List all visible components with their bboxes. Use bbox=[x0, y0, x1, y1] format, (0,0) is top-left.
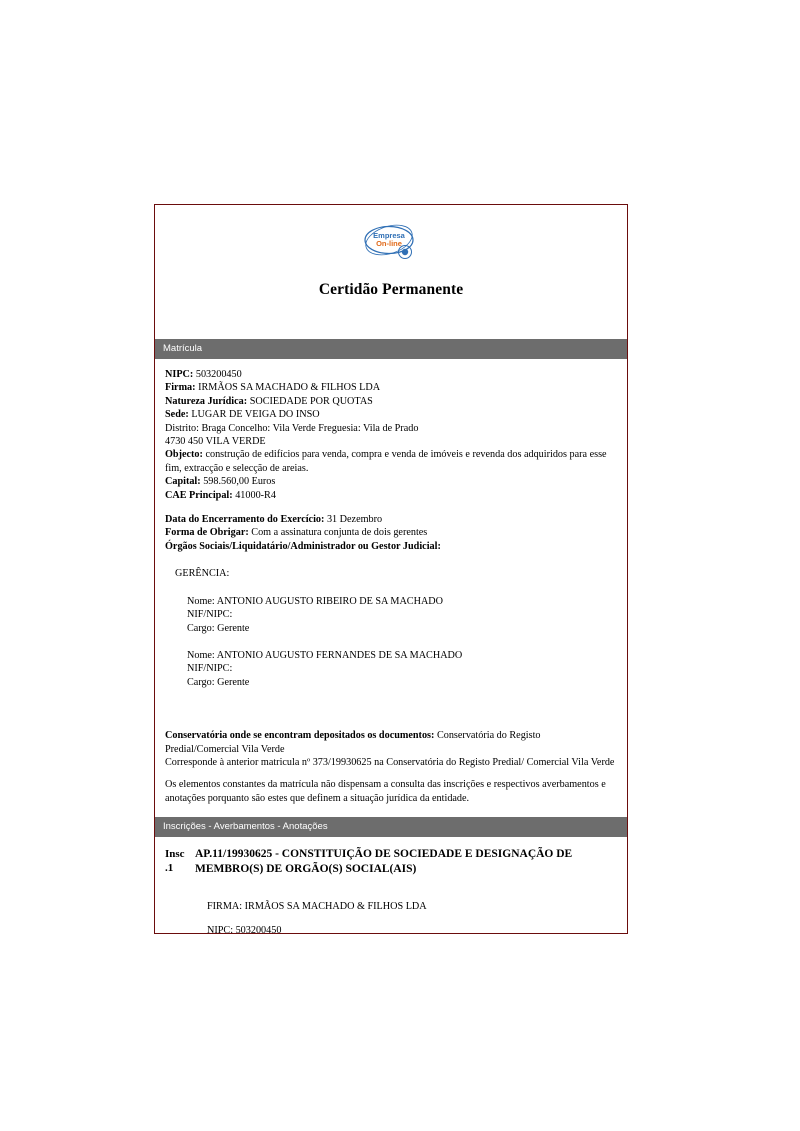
field-nipc bbox=[165, 368, 617, 381]
matricula-note: Os elementos constantes da matrícula não dispensam a consulta das inscrições e respectivos averbamentos e anotações porquanto são estes que definem a situação jurídica da entidade. bbox=[165, 779, 606, 804]
logo-container bbox=[155, 205, 627, 263]
conservatoria-label: Conservatória onde se encontram depositados os documentos: bbox=[165, 730, 435, 742]
section-header-matricula: Matrícula bbox=[155, 339, 627, 359]
gerente-nif bbox=[187, 608, 617, 621]
inscricao-nipc: NIPC: 503200450 bbox=[207, 924, 282, 934]
field-obrigar-label: Forma de Obrigar: bbox=[165, 527, 249, 539]
field-distrito: Distrito: Braga Concelho: Vila Verde Freguesia: Vila de Prado bbox=[165, 422, 419, 434]
svg-text:Empresa: Empresa bbox=[373, 231, 405, 240]
gerente-nome bbox=[187, 595, 617, 608]
gerente-cargo-value: Gerente bbox=[217, 622, 250, 634]
gerente-nome bbox=[187, 649, 617, 662]
gerente-nome-label: Nome: bbox=[187, 595, 215, 607]
inscricao-row bbox=[155, 837, 627, 876]
field-firma-value: IRMÃOS SA MACHADO & FILHOS LDA bbox=[198, 382, 381, 394]
field-postal: 4730 450 VILA VERDE bbox=[165, 436, 266, 448]
field-cae bbox=[165, 489, 617, 502]
inscricao-number-line2: .1 bbox=[165, 862, 174, 875]
matricula-body bbox=[155, 359, 627, 817]
conservatoria-corresponde: Corresponde à anterior matricula nº 373/19930625 na Conservatória do Registo Predial/ Comercial Vila Verde bbox=[165, 756, 615, 768]
gerente-entry bbox=[165, 649, 617, 689]
field-sede-label: Sede: bbox=[165, 409, 189, 421]
field-objecto-label: Objecto: bbox=[165, 449, 203, 461]
inscricao-number-line1: Insc bbox=[165, 848, 185, 861]
field-capital bbox=[165, 475, 617, 488]
field-natureza-value: SOCIEDADE POR QUOTAS bbox=[249, 395, 373, 407]
gerente-entry bbox=[165, 595, 617, 635]
gerente-nif-label: NIF/NIPC: bbox=[187, 609, 233, 621]
inscricao-firma: FIRMA: IRMÃOS SA MACHADO & FILHOS LDA bbox=[207, 901, 427, 913]
gerente-nome-label: Nome: bbox=[187, 649, 215, 661]
inscricao-number bbox=[165, 847, 195, 876]
gerente-nome-value: ANTONIO AUGUSTO RIBEIRO DE SA MACHADO bbox=[216, 595, 444, 607]
inscricao-details bbox=[155, 876, 627, 934]
empresa-online-logo-icon bbox=[356, 221, 426, 267]
gerente-nif-label: NIF/NIPC: bbox=[187, 663, 233, 675]
gerente-cargo-label: Cargo: bbox=[187, 622, 215, 634]
field-sede bbox=[165, 408, 617, 421]
field-encerramento bbox=[165, 513, 617, 526]
field-firma-label: Firma: bbox=[165, 382, 196, 394]
field-cae-label: CAE Principal: bbox=[165, 489, 233, 501]
inscricao-title: AP.11/19930625 - CONSTITUIÇÃO DE SOCIEDADE E DESIGNAÇÃO DE MEMBRO(S) DE ORGÃO(S) SOCIAL(AIS) bbox=[195, 848, 573, 875]
gerencia-label: GERÊNCIA: bbox=[175, 568, 230, 580]
field-sede-value: LUGAR DE VEIGA DO INSO bbox=[191, 409, 320, 421]
field-natureza-label: Natureza Jurídica: bbox=[165, 395, 248, 407]
field-capital-label: Capital: bbox=[165, 476, 201, 488]
field-orgaos-label: Órgãos Sociais/Liquidatário/Administrador ou Gestor Judicial: bbox=[165, 540, 441, 552]
certificate-document bbox=[154, 204, 628, 934]
conservatoria-value: Conservatória do Registo Predial/Comercial Vila Verde bbox=[165, 730, 541, 755]
field-objecto-value: construção de edifícios para venda, compra e venda de imóveis e revenda dos adquiridos para esse fim, extracção e selecção de areias. bbox=[165, 449, 607, 474]
field-capital-value: 598.560,00 Euros bbox=[203, 476, 276, 488]
page-title: Certidão Permanente bbox=[318, 281, 464, 298]
field-encerramento-label: Data do Encerramento do Exercício: bbox=[165, 514, 325, 526]
field-obrigar-value: Com a assinatura conjunta de dois gerentes bbox=[251, 527, 428, 539]
svg-text:On-line: On-line bbox=[376, 239, 402, 248]
gerente-nome-value: ANTONIO AUGUSTO FERNANDES DE SA MACHADO bbox=[216, 649, 463, 661]
field-encerramento-value: 31 Dezembro bbox=[326, 514, 383, 526]
field-firma bbox=[165, 381, 617, 394]
field-cae-value: 41000-R4 bbox=[235, 489, 276, 501]
gerente-cargo bbox=[187, 676, 617, 689]
gerente-cargo-value: Gerente bbox=[217, 676, 250, 688]
gerente-nif bbox=[187, 662, 617, 675]
field-obrigar bbox=[165, 526, 617, 539]
conservatoria-line bbox=[165, 729, 617, 756]
gerente-cargo-label: Cargo: bbox=[187, 676, 215, 688]
field-objecto bbox=[165, 448, 617, 475]
field-natureza bbox=[165, 395, 617, 408]
section-header-inscricoes: Inscrições - Averbamentos - Anotações bbox=[155, 817, 627, 837]
field-nipc-label: NIPC: bbox=[165, 369, 194, 380]
gerente-cargo bbox=[187, 622, 617, 635]
field-nipc-value: 503200450 bbox=[195, 369, 242, 380]
